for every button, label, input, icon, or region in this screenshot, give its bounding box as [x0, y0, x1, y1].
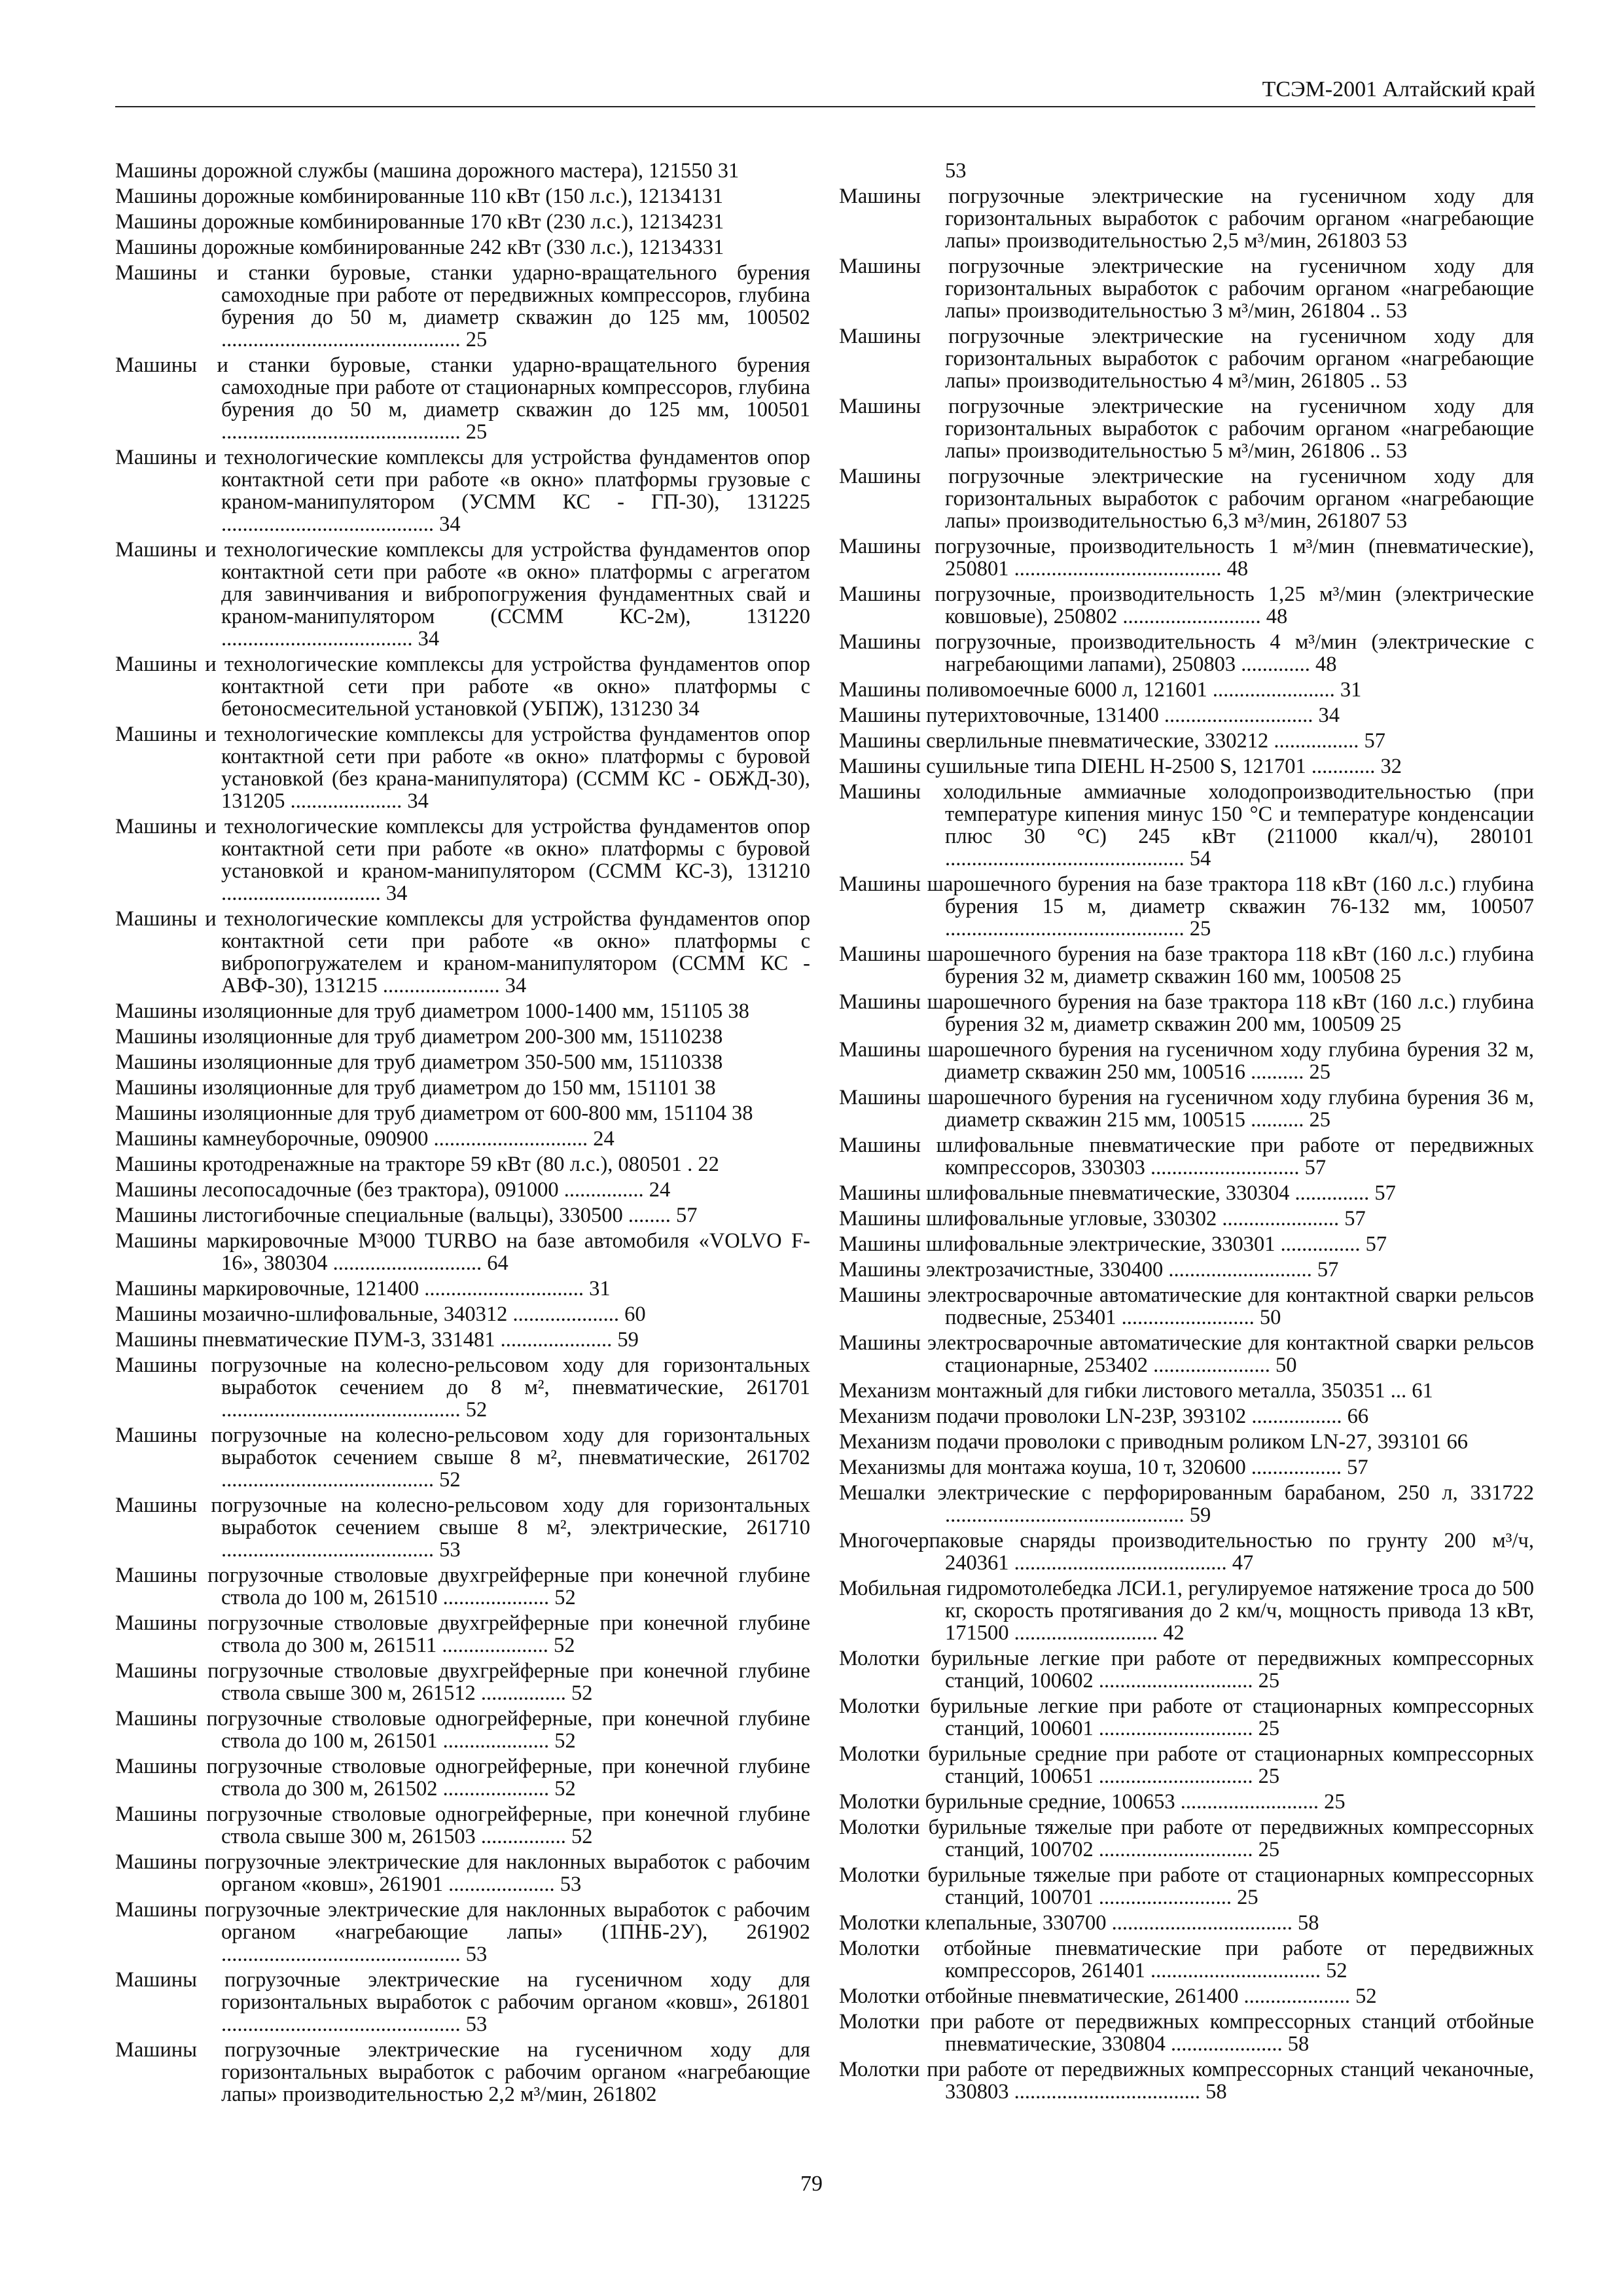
- index-entry: Машины листогибочные специальные (вальцы), 330500 ........ 57: [115, 1204, 698, 1227]
- index-entry: Машины сушильные типа DIEHL H-2500 S, 121701 ............ 32: [839, 755, 1402, 778]
- index-entry: Машины дорожные комбинированные 242 кВт (330 л.с.), 12134331: [115, 236, 724, 259]
- index-entry: Машины погрузочные стволовые одногрейферные, при конечной глубине ствола свыше 300 м, 261503 ................ 52: [115, 1803, 810, 1848]
- index-entry: Машины камнеуборочные, 090900 ............................. 24: [115, 1127, 615, 1151]
- index-entry: Машины и станки буровые, станки ударно-вращательного бурения самоходные при работе от передвижных компрессоров, глубина бурения до 50 м, диаметр скважин до 125 мм, 100502 ............................................. 25: [115, 261, 810, 351]
- index-entry: Машины погрузочные стволовые одногрейферные, при конечной глубине ствола до 300 м, 261502 .................... 52: [115, 1755, 810, 1801]
- index-entry: Машины кротодренажные на тракторе 59 кВт (80 л.с.), 080501 . 22: [115, 1153, 719, 1176]
- index-entry: Механизм монтажный для гибки листового металла, 350351 ... 61: [839, 1379, 1433, 1403]
- continuation-page-ref: 53: [945, 159, 967, 183]
- index-entry: Машины электросварочные автоматические для контактной сварки рельсов подвесные, 253401 ......................... 50: [839, 1283, 1534, 1329]
- index-entry: Машины маркировочные М³000 TURBO на базе автомобиля «VOLVO F-16», 380304 ............................ 64: [115, 1229, 810, 1275]
- index-entry: Машины погрузочные электрические для наклонных выработок с рабочим органом «ковш», 261901 .................... 53: [115, 1850, 810, 1896]
- index-entry: Молотки при работе от передвижных компрессорных станций чеканочные, 330803 ................................... 58: [839, 2058, 1534, 2104]
- index-entry: Молотки отбойные пневматические при работе от передвижных компрессоров, 261401 ................................ 52: [839, 1937, 1534, 1982]
- index-entry: Механизм подачи проволоки с приводным роликом LN-27, 393101 66: [839, 1430, 1469, 1454]
- index-entry: Мешалки электрические с перфорированным барабаном, 250 л, 331722 ............................................. 59: [839, 1481, 1534, 1527]
- right-column: [839, 160, 1534, 2106]
- index-entry: Машины и станки буровые, станки ударно-вращательного бурения самоходные при работе от стационарных компрессоров, глубина бурения до 50 м, диаметр скважин до 125 мм, 100501 ............................................. 25: [115, 353, 810, 444]
- index-entry: Машины погрузочные электрические на гусеничном ходу для горизонтальных выработок с рабочим органом «нагребающие лапы» производительностью 2,2 м³/мин, 261802: [115, 2038, 810, 2106]
- index-entry: Машины изоляционные для труб диаметром 1000-1400 мм, 151105 38: [115, 999, 749, 1023]
- index-entry: Машины погрузочные электрические на гусеничном ходу для горизонтальных выработок с рабочим органом «нагребающие лапы» производительностью 6,3 м³/мин, 261807 53: [839, 465, 1534, 533]
- index-entry: Машины электросварочные автоматические для контактной сварки рельсов стационарные, 253402 ...................... 50: [839, 1331, 1534, 1377]
- page-number: 79: [800, 2172, 823, 2196]
- index-entry: Машины погрузочные, производительность 1,25 м³/мин (электрические ковшовые), 250802 .......................... 48: [839, 583, 1534, 628]
- index-entry: Молотки при работе от передвижных компрессорных станций отбойные пневматические, 330804 ..................... 58: [839, 2010, 1534, 2056]
- index-entry: Машины шлифовальные угловые, 330302 ...................... 57: [839, 1207, 1366, 1230]
- index-entry: Машины путерихтовочные, 131400 ............................ 34: [839, 704, 1340, 727]
- index-entry: Машины погрузочные электрические на гусеничном ходу для горизонтальных выработок с рабочим органом «нагребающие лапы» производительностью 5 м³/мин, 261806 .. 53: [839, 395, 1534, 463]
- index-entry: Машины изоляционные для труб диаметром до 150 мм, 151101 38: [115, 1076, 716, 1100]
- index-entry: Машины дорожные комбинированные 170 кВт (230 л.с.), 12134231: [115, 210, 724, 234]
- index-entry: Машины шарошечного бурения на базе трактора 118 кВт (160 л.с.) глубина бурения 32 м, диаметр скважин 160 мм, 100508 25: [839, 942, 1534, 988]
- index-entry: Машины погрузочные на колесно-рельсовом ходу для горизонтальных выработок сечением свыше 8 м², пневматические, 261702 ........................................ 52: [115, 1424, 810, 1492]
- index-entry: Машины сверлильные пневматические, 330212 ................ 57: [839, 729, 1385, 753]
- index-entry: Машины мозаично-шлифовальные, 340312 .................... 60: [115, 1302, 646, 1326]
- index-entry: Машины и технологические комплексы для устройства фундаментов опор контактной сети при работе «в окно» платформы с буровой установкой и краном-манипулятором (ССММ КС-3), 131210 .............................. 34: [115, 815, 810, 905]
- index-entry: Механизмы для монтажа коуша, 10 т, 320600 ................. 57: [839, 1456, 1368, 1479]
- index-entry: Машины и технологические комплексы для устройства фундаментов опор контактной сети при работе «в окно» платформы с бетоносмесительной установкой (УБПЖ), 131230 34: [115, 653, 810, 721]
- index-entry: Машины погрузочные стволовые двухгрейферные при конечной глубине ствола свыше 300 м, 261512 ................ 52: [115, 1659, 810, 1705]
- index-entry: Машины погрузочные стволовые двухгрейферные при конечной глубине ствола до 100 м, 261510 .................... 52: [115, 1564, 810, 1609]
- index-entry: Машины и технологические комплексы для устройства фундаментов опор контактной сети при работе «в окно» платформы с буровой установкой (без крана-манипулятора) (ССММ КС - ОБЖД-30), 131205 ..................... 34: [115, 723, 810, 813]
- index-entry: Машины шарошечного бурения на гусеничном ходу глубина бурения 36 м, диаметр скважин 215 мм, 100515 .......... 25: [839, 1086, 1534, 1132]
- index-entry: Машины погрузочные стволовые одногрейферные, при конечной глубине ствола до 100 м, 261501 .................... 52: [115, 1707, 810, 1753]
- index-entry: Машины и технологические комплексы для устройства фундаментов опор контактной сети при работе «в окно» платформы с агрегатом для завинчивания и вибропогружения фундаментных свай и краном-манипулятором (ССММ КС-2м), 131220 .................................... 34: [115, 538, 810, 651]
- index-entry: Машины погрузочные электрические на гусеничном ходу для горизонтальных выработок с рабочим органом «нагребающие лапы» производительностью 2,5 м³/мин, 261803 53: [839, 185, 1534, 253]
- index-entry: Молотки отбойные пневматические, 261400 .................... 52: [839, 1984, 1377, 2008]
- index-entry: Машины погрузочные на колесно-рельсовом ходу для горизонтальных выработок сечением до 8 м², пневматические, 261701 ............................................. 52: [115, 1354, 810, 1422]
- index-entry: Молотки бурильные средние, 100653 .......................... 25: [839, 1790, 1346, 1814]
- index-entry: Машины изоляционные для труб диаметром 200-300 мм, 15110238: [115, 1025, 723, 1049]
- index-entry: Молотки бурильные легкие при работе от передвижных компрессорных станций, 100602 ............................. 25: [839, 1647, 1534, 1693]
- index-entry: Машины погрузочные электрические для наклонных выработок с рабочим органом «нагребающие лапы» (1ПНБ-2У), 261902 ............................................. 53: [115, 1898, 810, 1966]
- index-entry: Машины и технологические комплексы для устройства фундаментов опор контактной сети при работе «в окно» платформы грузовые с краном-манипулятором (УСММ КС - ГП-30), 131225 ........................................ 34: [115, 446, 810, 536]
- index-entry: Машины погрузочные на колесно-рельсовом ходу для горизонтальных выработок сечением свыше 8 м², электрические, 261710 ........................................ 53: [115, 1494, 810, 1562]
- index-entry: Машины изоляционные для труб диаметром от 600-800 мм, 151104 38: [115, 1102, 753, 1125]
- index-entry: Многочерпаковые снаряды производительностью по грунту 200 м³/ч, 240361 ........................................ 47: [839, 1529, 1534, 1575]
- index-entry: Машины дорожной службы (машина дорожного мастера), 121550 31: [115, 159, 740, 183]
- index-entry: Машины шарошечного бурения на гусеничном ходу глубина бурения 32 м, диаметр скважин 250 мм, 100516 .......... 25: [839, 1038, 1534, 1084]
- index-entry: Машины маркировочные, 121400 .............................. 31: [115, 1277, 611, 1300]
- index-entry: Молотки клепальные, 330700 .................................. 58: [839, 1911, 1319, 1935]
- index-entry: Молотки бурильные средние при работе от стационарных компрессорных станций, 100651 ............................. 25: [839, 1742, 1534, 1788]
- index-entry: Машины пневматические ПУМ-3, 331481 ..................... 59: [115, 1328, 639, 1352]
- index-entry: Машины погрузочные, производительность 4 м³/мин (электрические с нагребающими лапами), 250803 ............. 48: [839, 630, 1534, 676]
- index-entry: Машины и технологические комплексы для устройства фундаментов опор контактной сети при работе «в окно» платформы с вибропогружателем и краном-манипулятором (ССММ КС - АВФ-30), 131215 ...................... 34: [115, 907, 810, 997]
- index-entry: Машины лесопосадочные (без трактора), 091000 ............... 24: [115, 1178, 671, 1202]
- index-entry: Машины холодильные аммиачные холодопроизводительностью (при температуре кипения минус 150 °С и температуре конденсации плюс 30 °С) 245 кВт (211000 ккал/ч), 280101 ............................................. 54: [839, 780, 1534, 870]
- page-header: [115, 77, 1535, 107]
- index-entry: Машины шлифовальные пневматические, 330304 .............. 57: [839, 1181, 1396, 1205]
- index-entry: Машины шарошечного бурения на базе трактора 118 кВт (160 л.с.) глубина бурения 32 м, диаметр скважин 200 мм, 100509 25: [839, 990, 1534, 1036]
- index-entry: Машины шлифовальные пневматические при работе от передвижных компрессоров, 330303 ............................ 57: [839, 1134, 1534, 1179]
- index-entry: Механизм подачи проволоки LN-23P, 393102 ................. 66: [839, 1405, 1369, 1428]
- index-entry: Машины погрузочные электрические на гусеничном ходу для горизонтальных выработок с рабочим органом «нагребающие лапы» производительностью 4 м³/мин, 261805 .. 53: [839, 325, 1534, 393]
- index-entry: Машины электрозачистные, 330400 ........................... 57: [839, 1258, 1339, 1282]
- index-entry: Мобильная гидромотолебедка ЛСИ.1, регулируемое натяжение троса до 500 кг, скорость протягивания до 2 км/ч, мощность привода 13 кВт, 171500 ........................... 42: [839, 1577, 1534, 1645]
- index-entry: Машины поливомоечные 6000 л, 121601 ....................... 31: [839, 678, 1362, 702]
- left-column: [115, 160, 810, 2109]
- index-entry: Машины погрузочные электрические на гусеничном ходу для горизонтальных выработок с рабочим органом «нагребающие лапы» производительностью 3 м³/мин, 261804 .. 53: [839, 255, 1534, 323]
- header-title: ТСЭМ-2001 Алтайский край: [1262, 77, 1535, 101]
- index-entry: Машины изоляционные для труб диаметром 350-500 мм, 15110338: [115, 1050, 723, 1074]
- index-entry: Машины погрузочные стволовые двухгрейферные при конечной глубине ствола до 300 м, 261511 .................... 52: [115, 1611, 810, 1657]
- index-entry: Машины шлифовальные электрические, 330301 ............... 57: [839, 1232, 1387, 1256]
- index-entry: Молотки бурильные легкие при работе от стационарных компрессорных станций, 100601 ............................. 25: [839, 1695, 1534, 1740]
- index-entry: Машины погрузочные электрические на гусеничном ходу для горизонтальных выработок с рабочим органом «ковш», 261801 ............................................. 53: [115, 1968, 810, 2036]
- index-entry: Машины шарошечного бурения на базе трактора 118 кВт (160 л.с.) глубина бурения 15 м, диаметр скважин 76-132 мм, 100507 ............................................. 25: [839, 872, 1534, 941]
- index-entry: Машины погрузочные, производительность 1 м³/мин (пневматические), 250801 ....................................... 48: [839, 535, 1534, 581]
- index-entry: Машины дорожные комбинированные 110 кВт (150 л.с.), 12134131: [115, 185, 723, 208]
- index-entry: Молотки бурильные тяжелые при работе от передвижных компрессорных станций, 100702 ............................. 25: [839, 1816, 1534, 1861]
- index-entry: Молотки бурильные тяжелые при работе от стационарных компрессорных станций, 100701 ......................... 25: [839, 1863, 1534, 1909]
